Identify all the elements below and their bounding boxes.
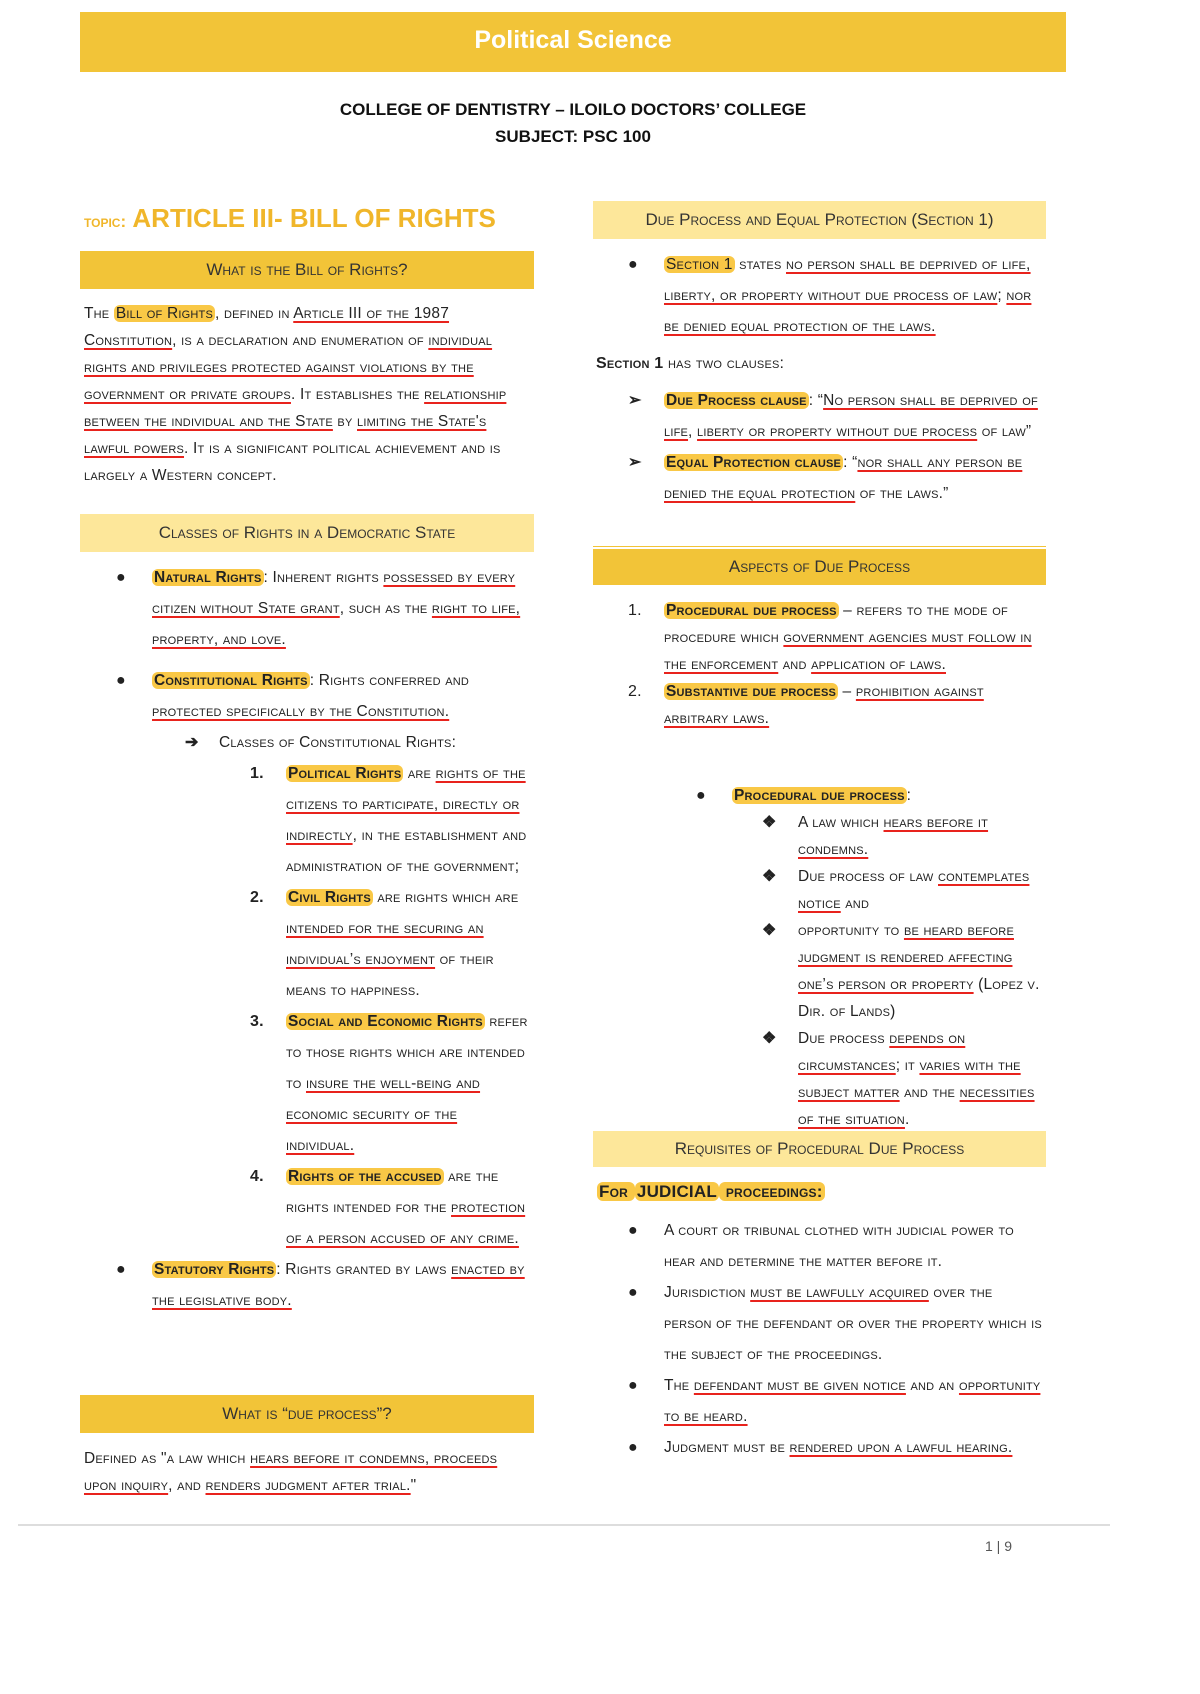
list-item xyxy=(628,1370,1044,1432)
number-marker: 2. xyxy=(250,889,264,906)
list-item xyxy=(250,758,528,882)
highlighted-term: Civil Rights xyxy=(288,889,371,906)
highlighted-term: Social and Economic Rights xyxy=(288,1013,483,1030)
list-item xyxy=(116,1254,527,1316)
number-marker: 1. xyxy=(250,765,264,782)
text-run: A court or tribunal clothed with judicial power to hear and determine the matter before it. xyxy=(664,1222,1014,1270)
highlighted-term: For xyxy=(599,1182,633,1201)
document-header xyxy=(80,96,1066,150)
section1-list xyxy=(628,249,1044,342)
list-item xyxy=(628,597,1044,678)
underlined-text: depends on circumstances xyxy=(798,1030,966,1074)
text-run: : xyxy=(906,787,912,804)
highlighted-term: Procedural due process xyxy=(666,602,837,619)
section-bar-due-process: What is “due process”? xyxy=(80,1395,534,1433)
sub-heading xyxy=(152,727,527,758)
judicial-heading xyxy=(597,1178,825,1206)
divider xyxy=(593,546,1046,547)
list-item xyxy=(628,385,1044,447)
underlined-text: insure the well-being and economic security of the individual. xyxy=(286,1075,481,1154)
highlighted-term: JUDICIAL xyxy=(636,1182,717,1201)
list-item-text xyxy=(798,1030,1035,1128)
text-run: and the xyxy=(899,1084,960,1101)
highlighted-term: Political Rights xyxy=(288,765,402,782)
underlined-text: application of laws. xyxy=(811,656,946,673)
highlighted-term: Due Process clause xyxy=(666,392,807,409)
text-run: of law” xyxy=(977,423,1032,440)
bullet-icon: ● xyxy=(628,1377,638,1394)
text-run: , defined in xyxy=(214,305,294,322)
list-item-text xyxy=(286,765,526,875)
underlined-text: hears before it condemns. xyxy=(798,814,989,858)
classes-list xyxy=(116,562,528,1316)
text-run: " xyxy=(410,1477,417,1494)
list-item xyxy=(250,1006,528,1161)
text-run: : Rights granted by laws xyxy=(276,1261,452,1278)
two-clauses-text xyxy=(596,348,784,379)
text-run: has two clauses: xyxy=(663,355,785,372)
aspects-list xyxy=(628,597,1044,732)
highlighted-term: Constitutional Rights xyxy=(154,672,308,689)
underlined-text: must be lawfully acquired xyxy=(750,1284,929,1301)
text-run: refer to those rights which are intended to xyxy=(286,1013,528,1092)
highlighted-term: Statutory Rights xyxy=(154,1261,275,1278)
section-bar-aspects: Aspects of Due Process xyxy=(593,549,1046,585)
list-item xyxy=(762,1025,1044,1133)
college-name: COLLEGE OF DENTISTRY – ILOILO DOCTORS’ COLLEGE xyxy=(339,100,807,119)
text-run: : Inherent rights xyxy=(263,569,384,586)
underlined-text: individual rights and privileges protected against violations by the government or private groups xyxy=(84,332,493,403)
text-run: ; it xyxy=(895,1057,920,1074)
list-item-text xyxy=(798,922,1040,1020)
bullet-icon: ● xyxy=(696,787,706,804)
list-item-text xyxy=(152,569,520,648)
underlined-text: liberty or property without due process xyxy=(697,423,978,440)
diamond-icon: ❖ xyxy=(762,868,777,885)
text-run: , and xyxy=(168,1477,206,1494)
list-item-text xyxy=(732,787,911,804)
text-run: . It establishes the xyxy=(290,386,425,403)
list-item-text xyxy=(664,602,1032,673)
bullet-icon: ● xyxy=(628,256,638,273)
text-run: , in the establishment and administration of the government; xyxy=(286,827,527,875)
list-item xyxy=(628,1215,1044,1277)
underlined-text: nor shall any person be denied the equal protection xyxy=(664,454,1023,502)
text-run: . It is a significant political achievement and is largely a Western concept. xyxy=(84,440,501,484)
underlined-text: relationship between the individual and the State xyxy=(84,386,507,430)
text-run: Jurisdiction xyxy=(664,1284,751,1301)
text-run: . xyxy=(904,1111,910,1128)
underlined-text: protected specifically by the Constitution. xyxy=(152,703,450,720)
list-item-text xyxy=(798,868,1029,912)
underlined-text: contemplates notice xyxy=(798,868,1030,912)
arrowhead-icon: ➢ xyxy=(628,392,642,409)
procedural-sublist xyxy=(732,809,1044,1133)
underlined-text: government agencies must follow in the enforcement xyxy=(664,629,1032,673)
text-run: opportunity to xyxy=(798,922,904,939)
underlined-text: nor be denied equal protection of the laws. xyxy=(664,287,1032,335)
sub-heading-text: Classes of Constitutional Rights: xyxy=(219,734,457,751)
list-item xyxy=(250,1161,528,1254)
list-item xyxy=(116,665,527,727)
text-run: are the rights intended for the xyxy=(286,1168,499,1216)
constitutional-rights-list xyxy=(152,758,528,1254)
highlighted-term: proceedings: xyxy=(720,1182,823,1201)
highlighted-term: Procedural due process xyxy=(734,787,905,804)
list-item-text xyxy=(664,1284,1042,1363)
underlined-text: right to life, property, and love. xyxy=(152,600,521,648)
section-bar-due-process-equal-protection: Due Process and Equal Protection (Section 1) xyxy=(593,201,1046,239)
highlighted-term: Section 1 xyxy=(666,256,733,273)
highlighted-term: Rights of the accused xyxy=(288,1168,442,1185)
requisites-list xyxy=(628,1215,1044,1463)
text-run: Defined as "a law which xyxy=(84,1450,251,1467)
highlighted-term: Equal Protection clause xyxy=(666,454,842,471)
underlined-text: varies with the subject matter xyxy=(798,1057,1021,1101)
bill-of-rights-paragraph xyxy=(84,300,534,489)
underlined-text: opportunity to be heard. xyxy=(664,1377,1041,1425)
text-run: : Rights conferred and xyxy=(309,672,470,689)
list-item-text xyxy=(152,672,469,720)
list-item xyxy=(116,562,527,655)
clauses-list xyxy=(628,385,1044,509)
underlined-text: hears before it condemns, proceeds upon inquiry xyxy=(84,1450,498,1494)
bullet-icon: ● xyxy=(628,1439,638,1456)
page-number: 1 | 9 xyxy=(985,1538,1012,1554)
bullet-icon: ● xyxy=(628,1222,638,1239)
bullet-icon: ● xyxy=(116,569,126,586)
bullet-icon: ● xyxy=(116,1261,126,1278)
text-run: states xyxy=(734,256,786,273)
list-item xyxy=(762,863,1044,917)
text-run: Due process xyxy=(798,1030,890,1047)
text-run: : “ xyxy=(843,454,858,471)
text-run: (Lopez v. Dir. of Lands) xyxy=(798,976,1040,1020)
topic-heading xyxy=(84,203,496,234)
number-marker: 1. xyxy=(628,602,642,619)
text-run: Judgment must be xyxy=(664,1439,790,1456)
text-run: and xyxy=(840,895,870,912)
document-banner: Political Science xyxy=(80,12,1066,72)
section-bar-classes-of-rights: Classes of Rights in a Democratic State xyxy=(80,514,534,552)
underlined-text: renders judgment after trial. xyxy=(205,1477,411,1494)
text-run: – refers to the mode of procedure which xyxy=(664,602,1008,646)
text-run: : “ xyxy=(808,392,824,409)
underlined-text: no person shall be deprived of life, liberty, or property without due process of law xyxy=(664,256,1031,304)
list-item-text xyxy=(664,1222,1014,1270)
number-marker: 3. xyxy=(250,1013,264,1030)
list-item-text xyxy=(664,392,1038,440)
list-item xyxy=(250,882,528,1006)
list-item-text xyxy=(286,1013,528,1154)
list-item-text xyxy=(286,1168,525,1247)
diamond-icon: ❖ xyxy=(762,922,777,939)
text-run: and xyxy=(778,656,812,673)
due-process-definition xyxy=(84,1445,534,1499)
list-item-text xyxy=(798,814,988,858)
list-item xyxy=(696,782,1044,809)
underlined-text: necessities of the situation xyxy=(798,1084,1035,1128)
list-item-text xyxy=(664,1377,1040,1425)
list-item-text xyxy=(152,1261,525,1309)
text-run: The xyxy=(84,305,114,322)
text-run: of their means to happiness. xyxy=(286,951,494,999)
topic-title: ARTICLE III- BILL OF RIGHTS xyxy=(132,203,496,233)
arrow-right-icon: ➔ xyxy=(185,734,199,751)
text-run: ; xyxy=(997,287,1007,304)
text-run: Due process of law xyxy=(798,868,938,885)
text-run: , such as the xyxy=(339,600,432,617)
list-item xyxy=(762,917,1044,1025)
list-item xyxy=(628,1277,1044,1370)
subject-code: SUBJECT: PSC 100 xyxy=(495,127,651,146)
underlined-text: prohibition against arbitrary laws. xyxy=(664,683,984,727)
underlined-text: limiting the State's lawful powers xyxy=(84,413,487,457)
list-item-text xyxy=(664,1439,1012,1456)
text-run: over the person of the defendant or over the property which is the subject of the proceedings. xyxy=(664,1284,1042,1363)
underlined-text: No person shall be deprived of life xyxy=(664,392,1038,440)
underlined-text: be heard before judgment is rendered affecting one’s person or property xyxy=(798,922,1014,993)
text-run: A law which xyxy=(798,814,884,831)
list-item-text xyxy=(664,454,1022,502)
list-item-text xyxy=(664,256,1031,335)
underlined-text: defendant must be given notice xyxy=(693,1377,906,1394)
underlined-text: protection of a person accused of any crime. xyxy=(286,1199,526,1247)
list-item xyxy=(762,809,1044,863)
bullet-icon: ● xyxy=(628,1284,638,1301)
underlined-text: rights of the citizens to participate, directly or indirectly xyxy=(286,765,526,844)
list-item xyxy=(628,1432,1044,1463)
underlined-text: Article III of the 1987 Constitution xyxy=(84,305,450,349)
underlined-text: possessed by every citizen without State grant xyxy=(152,569,516,617)
arrowhead-icon: ➢ xyxy=(628,454,642,471)
text-run: The xyxy=(664,1377,694,1394)
topic-label: topic: xyxy=(84,212,127,231)
text-run: Section 1 xyxy=(596,355,664,372)
number-marker: 2. xyxy=(628,683,642,700)
text-run: and an xyxy=(905,1377,959,1394)
list-item-text xyxy=(664,683,984,727)
highlighted-term: Natural Rights xyxy=(154,569,262,586)
text-run: , xyxy=(688,423,698,440)
list-item xyxy=(628,447,1044,509)
footer-divider xyxy=(18,1524,1110,1526)
text-run: are xyxy=(403,765,436,782)
underlined-text: enacted by the legislative body. xyxy=(152,1261,525,1309)
bullet-icon: ● xyxy=(116,672,126,689)
list-item xyxy=(628,678,1044,732)
highlighted-term: Bill of Rights xyxy=(115,305,213,322)
highlighted-term: Substantive due process xyxy=(666,683,837,700)
underlined-text: intended for the securing an individual’s enjoyment xyxy=(286,920,484,968)
text-run: of the laws.” xyxy=(855,485,949,502)
diamond-icon: ❖ xyxy=(762,814,777,831)
text-run: , is a declaration and enumeration of xyxy=(172,332,429,349)
section-bar-bill-of-rights: What is the Bill of Rights? xyxy=(80,251,534,289)
list-item xyxy=(628,249,1044,342)
procedural-list xyxy=(696,782,1044,1133)
text-run: are rights which are xyxy=(372,889,519,906)
text-run: – xyxy=(838,683,856,700)
list-item-text xyxy=(286,889,518,999)
section-bar-requisites: Requisites of Procedural Due Process xyxy=(593,1131,1046,1167)
underlined-text: rendered upon a lawful hearing. xyxy=(789,1439,1013,1456)
number-marker: 4. xyxy=(250,1168,264,1185)
text-run: by xyxy=(332,413,357,430)
diamond-icon: ❖ xyxy=(762,1030,777,1047)
